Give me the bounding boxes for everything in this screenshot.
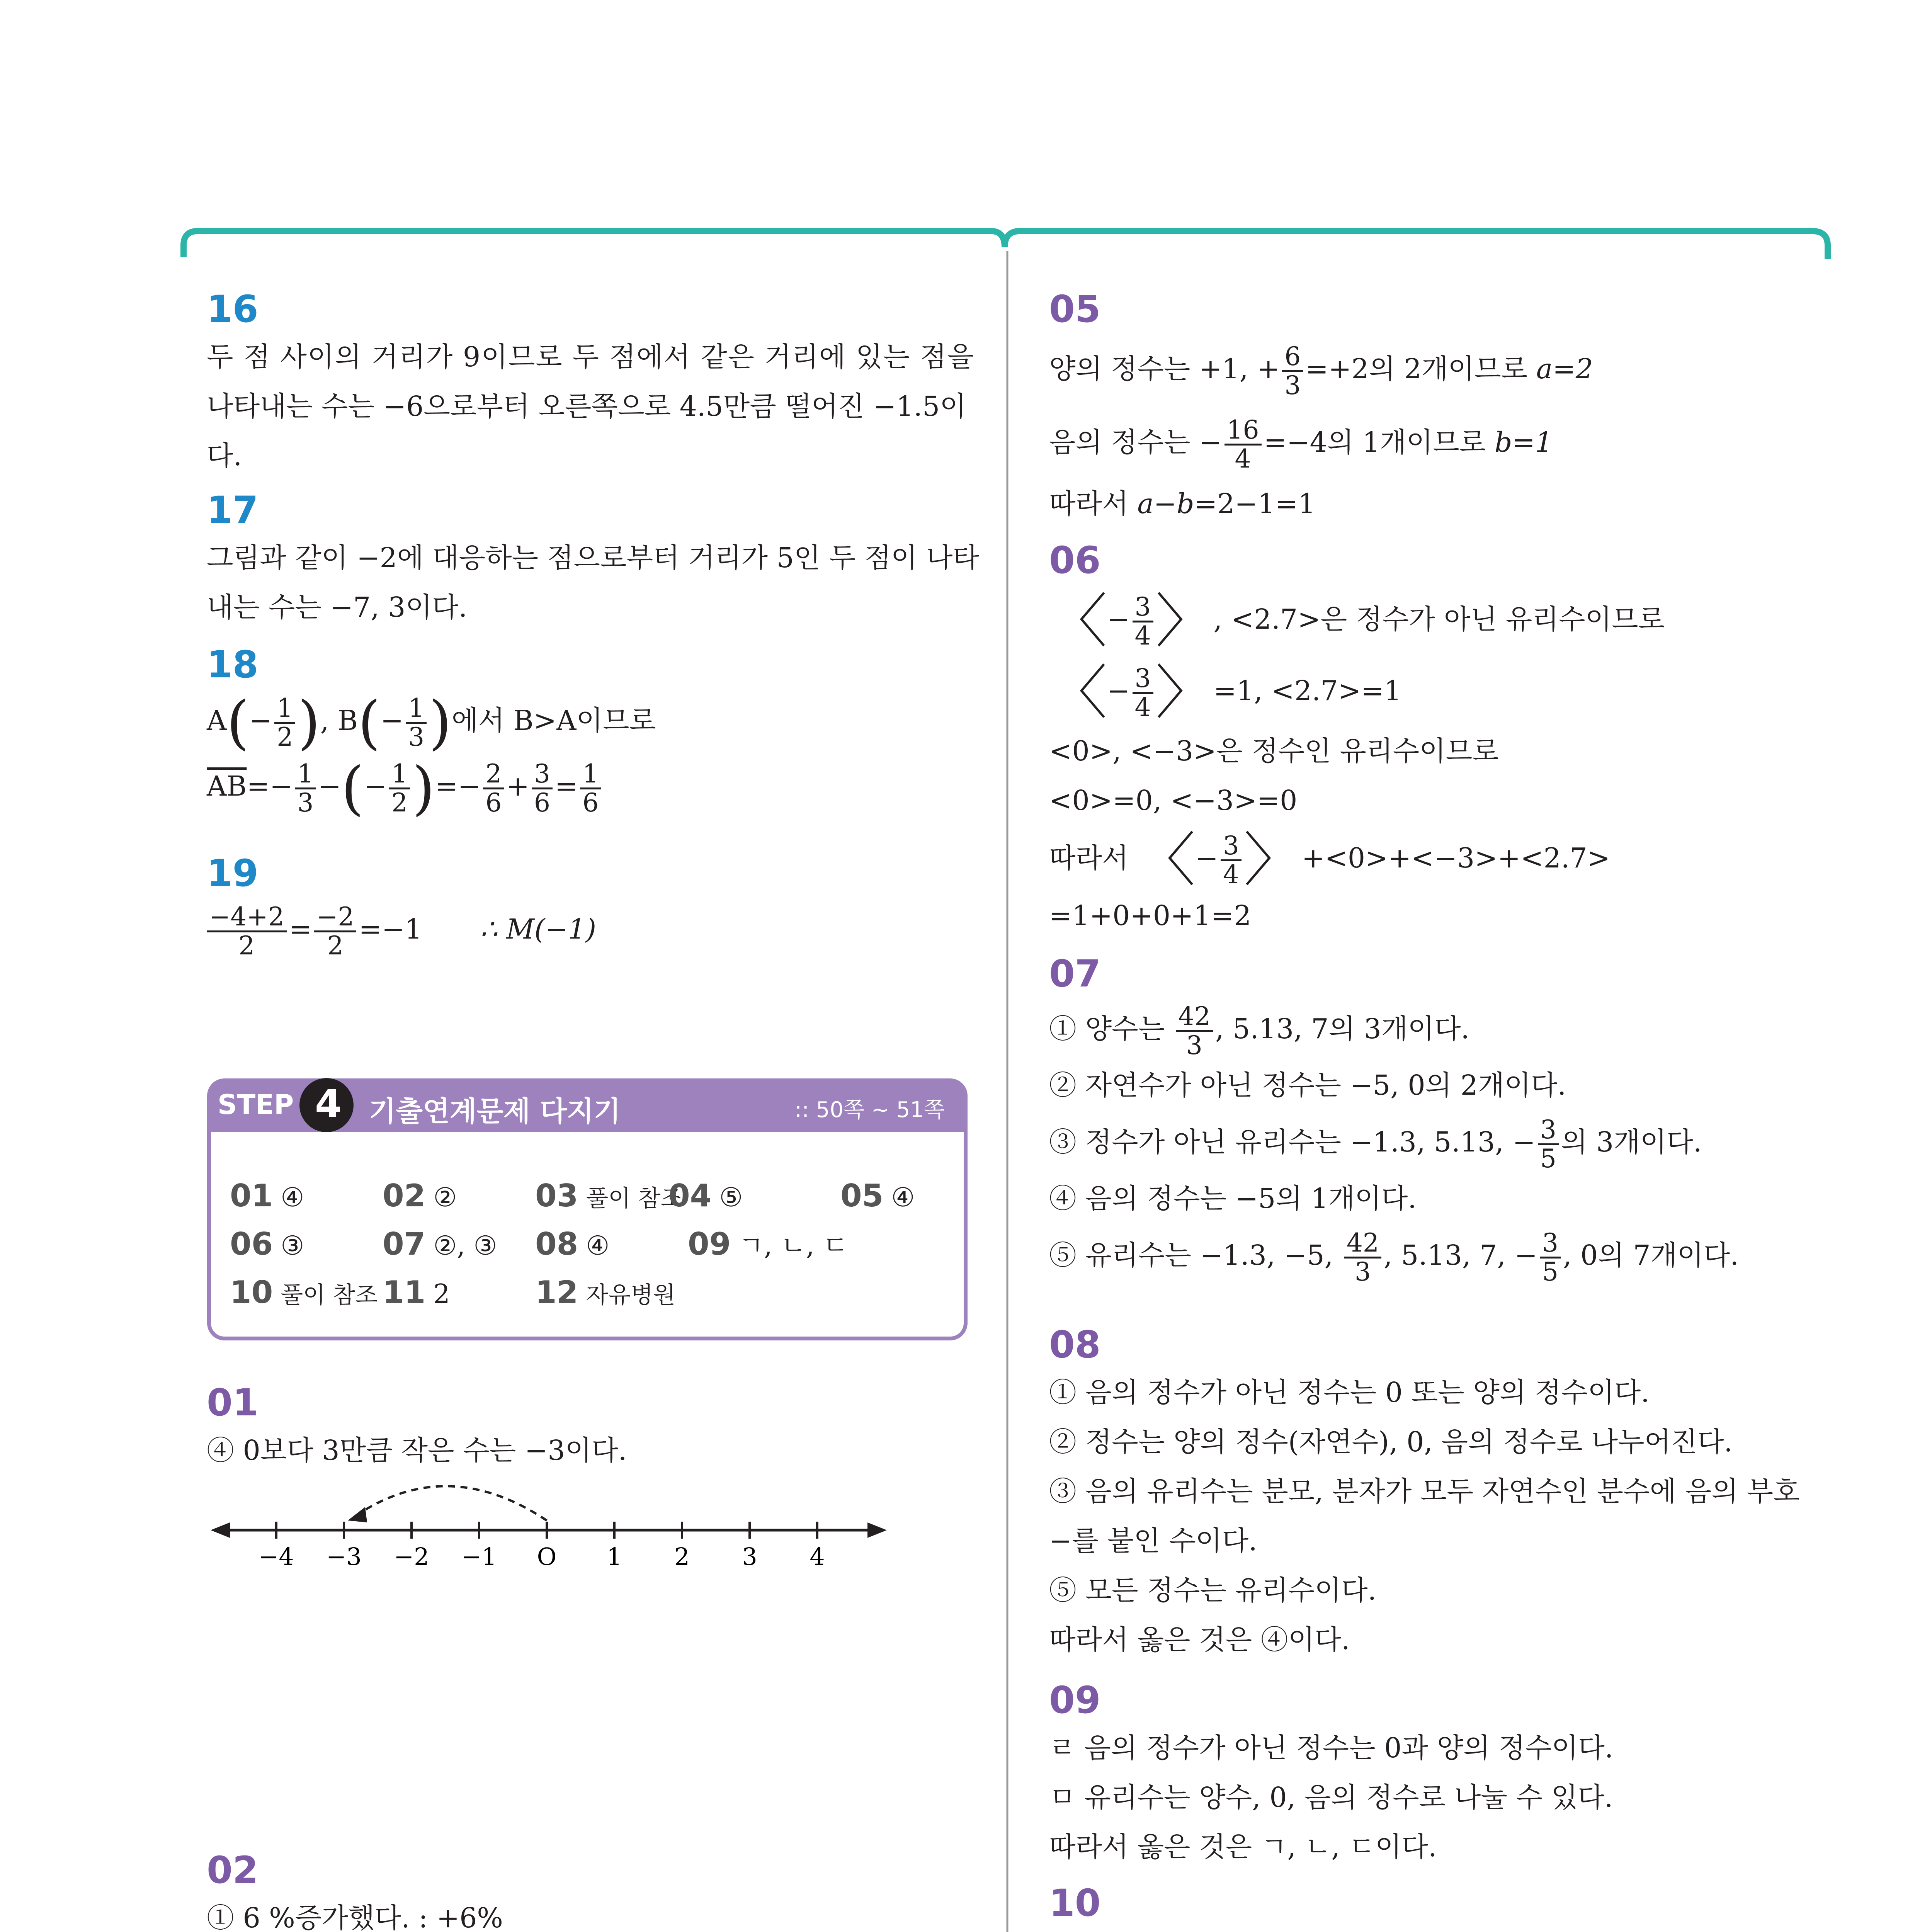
sign: − bbox=[318, 770, 341, 802]
answer-value: ⑤ bbox=[719, 1182, 743, 1213]
numerator: 1 bbox=[274, 695, 295, 724]
answer-number: 05 bbox=[840, 1178, 884, 1214]
sign: = bbox=[289, 913, 312, 945]
solution-16 bbox=[207, 286, 975, 481]
answer-number: 07 bbox=[383, 1226, 426, 1262]
header-bracket-left bbox=[184, 231, 1005, 257]
denominator: 3 bbox=[1186, 1031, 1202, 1060]
step-label: STEP bbox=[218, 1089, 294, 1121]
arrow-right bbox=[867, 1522, 887, 1538]
sign: =− bbox=[435, 770, 481, 802]
problem-number: 07 bbox=[1049, 952, 1101, 995]
answer-value: ㄱ, ㄴ, ㄷ bbox=[738, 1231, 848, 1261]
text-line: ⑤ 모든 정수는 유리수이다. bbox=[1049, 1574, 1377, 1606]
fraction bbox=[406, 695, 427, 751]
text: 따라서 bbox=[1049, 842, 1138, 874]
solution-07 bbox=[1049, 951, 1814, 1287]
tick-label: 1 bbox=[607, 1543, 622, 1569]
math: b=1 bbox=[1494, 426, 1553, 458]
fraction bbox=[1221, 832, 1242, 888]
problem-number: 19 bbox=[207, 852, 259, 895]
text-line: ① 음의 정수가 아닌 정수는 0 또는 양의 정수이다. bbox=[1049, 1376, 1650, 1408]
text: 양의 정수는 +1, + bbox=[1049, 353, 1280, 385]
answer-item bbox=[383, 1225, 497, 1265]
answer-number: 12 bbox=[535, 1274, 578, 1310]
text: 의 3개이다. bbox=[1561, 1126, 1702, 1158]
answer-item bbox=[688, 1225, 848, 1265]
denominator: 4 bbox=[1223, 860, 1239, 889]
math: a−b bbox=[1137, 488, 1194, 520]
text-line: 그림과 같이 −2에 대응하는 점으로부터 거리가 5인 두 점이 나타 bbox=[207, 542, 980, 574]
solution-02 bbox=[207, 1847, 972, 1932]
sign: − bbox=[364, 770, 387, 802]
text-line: 내는 수는 −7, 3이다. bbox=[207, 591, 468, 623]
tick-label: O bbox=[537, 1543, 557, 1569]
numerator: 1 bbox=[295, 760, 316, 789]
text-line: <0>, <−3>은 정수인 유리수이므로 bbox=[1049, 735, 1499, 767]
text-line: ③ 음의 유리수는 분모, 분자가 모두 자연수인 분수에 음의 부호 bbox=[1049, 1475, 1800, 1507]
formula-line bbox=[1049, 997, 1814, 1061]
step-pages: :: 50쪽 ~ 51쪽 bbox=[794, 1097, 945, 1122]
problem-number: 18 bbox=[207, 643, 259, 686]
answer-number: 02 bbox=[383, 1178, 426, 1214]
math: a=2 bbox=[1536, 353, 1593, 385]
sign: + bbox=[506, 770, 529, 802]
fraction bbox=[1344, 1230, 1381, 1286]
text-line: ④ 음의 정수는 −5의 1개이다. bbox=[1049, 1182, 1417, 1214]
numerator: 3 bbox=[1133, 594, 1153, 622]
problem-number: 01 bbox=[207, 1381, 259, 1424]
step-number: 4 bbox=[315, 1081, 342, 1126]
denominator: 5 bbox=[1542, 1257, 1558, 1287]
denominator: 3 bbox=[408, 722, 425, 752]
solution-06 bbox=[1049, 537, 1814, 940]
answer-value: ② bbox=[433, 1182, 457, 1213]
text: ③ 정수가 아닌 유리수는 −1.3, 5.13, − bbox=[1049, 1126, 1536, 1158]
numerator: −2 bbox=[314, 903, 356, 932]
answer-item bbox=[668, 1177, 743, 1217]
problem-number: 05 bbox=[1049, 287, 1101, 331]
denominator: 4 bbox=[1235, 444, 1251, 474]
header-bracket-right bbox=[1005, 231, 1828, 259]
numerator: 3 bbox=[1540, 1230, 1561, 1259]
text: +<0>+<−3>+<2.7> bbox=[1301, 842, 1611, 874]
answer-number: 04 bbox=[668, 1178, 712, 1214]
denominator: 6 bbox=[582, 788, 599, 818]
answer-item bbox=[230, 1225, 304, 1265]
fraction bbox=[207, 903, 287, 959]
text: , <2.7>은 정수가 아닌 유리수이므로 bbox=[1213, 603, 1665, 635]
angle-bracket: 〉 bbox=[1155, 588, 1214, 655]
text-line: ① 6 %증가했다. : +6% bbox=[207, 1902, 503, 1932]
segment-ab: $\overline{AB}$ bbox=[207, 770, 247, 802]
fraction bbox=[314, 903, 356, 959]
formula-line bbox=[1049, 1110, 1814, 1174]
numerator: 3 bbox=[1133, 665, 1153, 694]
problem-number: 09 bbox=[1049, 1679, 1101, 1722]
jump-arc bbox=[352, 1486, 547, 1520]
text: ① 양수는 bbox=[1049, 1013, 1173, 1045]
solution-19 bbox=[207, 850, 972, 962]
answer-item bbox=[230, 1177, 304, 1217]
answer-item bbox=[840, 1177, 915, 1217]
text: , 0의 7개이다. bbox=[1563, 1239, 1739, 1271]
numerator: 1 bbox=[406, 695, 427, 724]
tick-label: −4 bbox=[259, 1543, 294, 1569]
formula-line bbox=[1049, 479, 1814, 529]
denominator: 4 bbox=[1134, 621, 1151, 651]
formula-line bbox=[207, 896, 972, 962]
paren: ) bbox=[412, 755, 435, 822]
numerator: 3 bbox=[1538, 1116, 1559, 1145]
denominator: 4 bbox=[1134, 692, 1151, 722]
text: =+2의 2개이므로 bbox=[1305, 353, 1536, 385]
sign: =− bbox=[247, 770, 293, 802]
answer-number: 06 bbox=[230, 1226, 273, 1262]
text: , 5.13, 7, − bbox=[1383, 1239, 1537, 1271]
step-title: 기출연계문제 다지기 bbox=[369, 1095, 621, 1128]
text-line: ② 자연수가 아닌 정수는 −5, 0의 2개이다. bbox=[1049, 1069, 1566, 1101]
angle-bracket: 〉 bbox=[1155, 659, 1214, 727]
text-line: 나타내는 수는 −6으로부터 오른쪽으로 4.5만큼 떨어진 −1.5이 bbox=[207, 390, 966, 422]
answer-value: ④ bbox=[586, 1231, 610, 1261]
formula-line bbox=[207, 688, 972, 757]
answer-value: 풀이 참조 bbox=[586, 1185, 683, 1212]
answer-value: ④ bbox=[891, 1182, 915, 1213]
numerator: 3 bbox=[1221, 832, 1242, 861]
formula-line bbox=[1049, 1223, 1814, 1287]
fraction bbox=[483, 760, 504, 816]
number-line-01 bbox=[207, 1476, 902, 1569]
fraction bbox=[295, 760, 316, 816]
text-line: =1+0+0+1=2 bbox=[1049, 900, 1252, 932]
fraction bbox=[389, 760, 410, 816]
paren: ( bbox=[358, 689, 381, 757]
sign: − bbox=[1195, 842, 1218, 874]
text: , 5.13, 7의 3개이다. bbox=[1215, 1013, 1470, 1045]
answer-value: ④ bbox=[281, 1182, 304, 1213]
tick-label: −2 bbox=[394, 1543, 429, 1569]
denominator: 2 bbox=[327, 931, 344, 961]
fraction bbox=[1540, 1230, 1561, 1286]
solution-10 bbox=[1049, 1880, 1814, 1932]
result: =−1 bbox=[359, 913, 422, 945]
formula-line bbox=[1049, 655, 1814, 726]
solution-09 bbox=[1049, 1677, 1814, 1872]
fraction bbox=[1225, 417, 1262, 473]
angle-bracket: 〈 bbox=[1137, 827, 1196, 894]
answer-item bbox=[535, 1177, 683, 1218]
fraction bbox=[580, 760, 601, 816]
sign: − bbox=[1107, 603, 1130, 635]
numerator: 6 bbox=[1282, 343, 1303, 372]
text-line: ㄹ 음의 정수가 아닌 정수는 0과 양의 정수이다. bbox=[1049, 1732, 1614, 1764]
fraction bbox=[1176, 1003, 1213, 1059]
numerator: 42 bbox=[1344, 1230, 1381, 1259]
answer-value: 풀이 참조 bbox=[281, 1282, 378, 1309]
paren: ( bbox=[341, 755, 364, 822]
denominator: 2 bbox=[238, 931, 255, 961]
answer-number: 10 bbox=[230, 1274, 273, 1310]
answer-item bbox=[535, 1273, 675, 1315]
answer-value: ③ bbox=[281, 1231, 304, 1261]
denominator: 6 bbox=[534, 788, 550, 818]
answer-item bbox=[383, 1177, 457, 1217]
denominator: 3 bbox=[1354, 1257, 1371, 1287]
answer-item bbox=[383, 1273, 450, 1314]
text: =1, <2.7>=1 bbox=[1213, 675, 1401, 707]
text-line: ㅁ 유리수는 양수, 0, 음의 정수로 나눌 수 있다. bbox=[1049, 1781, 1613, 1813]
problem-number: 08 bbox=[1049, 1323, 1101, 1366]
numerator: −4+2 bbox=[207, 903, 287, 932]
text: 음의 정수는 − bbox=[1049, 426, 1222, 458]
denominator: 5 bbox=[1540, 1144, 1556, 1173]
conclusion: ∴ M(−1) bbox=[480, 913, 597, 945]
answer-number: 03 bbox=[535, 1178, 578, 1214]
step4-answer-box bbox=[207, 1078, 968, 1341]
tick-label: −3 bbox=[326, 1543, 362, 1569]
answer-value: 2 bbox=[433, 1279, 450, 1310]
problem-number: 06 bbox=[1049, 539, 1101, 582]
tick-label: 3 bbox=[742, 1543, 757, 1569]
numerator: 1 bbox=[389, 760, 410, 789]
solution-08 bbox=[1049, 1321, 1814, 1665]
text-line: 따라서 옳은 것은 ④이다. bbox=[1049, 1624, 1350, 1656]
formula-line bbox=[207, 753, 972, 822]
solution-01 bbox=[207, 1379, 972, 1569]
text: 에서 B>A이므로 bbox=[451, 704, 656, 736]
jump-arrowhead bbox=[348, 1507, 367, 1522]
text: =−4의 1개이므로 bbox=[1264, 426, 1495, 458]
numerator: 1 bbox=[580, 760, 601, 789]
problem-number: 10 bbox=[1049, 1881, 1101, 1925]
formula-line bbox=[1049, 332, 1814, 406]
text-line: 따라서 옳은 것은 ㄱ, ㄴ, ㄷ이다. bbox=[1049, 1831, 1437, 1863]
answer-number: 01 bbox=[230, 1178, 273, 1214]
solution-17 bbox=[207, 487, 980, 632]
point-a: A bbox=[207, 704, 227, 736]
fraction bbox=[1133, 594, 1153, 650]
answer-item bbox=[535, 1225, 609, 1265]
answer-item bbox=[230, 1273, 378, 1315]
text: =2−1=1 bbox=[1194, 488, 1316, 520]
text-line: 다. bbox=[207, 440, 242, 472]
fraction bbox=[532, 760, 553, 816]
answer-number: 08 bbox=[535, 1226, 578, 1262]
problem-number: 16 bbox=[207, 287, 259, 331]
tick-label: 2 bbox=[674, 1543, 690, 1569]
text-line: −를 붙인 수이다. bbox=[1049, 1525, 1257, 1557]
denominator: 2 bbox=[277, 722, 293, 752]
formula-line bbox=[1049, 406, 1814, 479]
denominator: 6 bbox=[485, 788, 502, 818]
paren: ) bbox=[429, 689, 452, 757]
answer-value: ②, ③ bbox=[433, 1231, 497, 1261]
paren: ) bbox=[298, 689, 320, 757]
arrow-left bbox=[211, 1522, 230, 1538]
sign: − bbox=[249, 704, 272, 736]
formula-line bbox=[1049, 583, 1814, 655]
text-line: ② 정수는 양의 정수(자연수), 0, 음의 정수로 나누어진다. bbox=[1049, 1426, 1733, 1458]
formula-line bbox=[1049, 825, 1814, 894]
fraction bbox=[1538, 1116, 1559, 1172]
numerator: 2 bbox=[483, 760, 504, 789]
sign: − bbox=[1107, 675, 1130, 707]
text-line: ④ 0보다 3만큼 작은 수는 −3이다. bbox=[207, 1434, 627, 1466]
numerator: 3 bbox=[532, 760, 553, 789]
denominator: 3 bbox=[1284, 371, 1301, 400]
text: 따라서 bbox=[1049, 488, 1138, 520]
fraction bbox=[1133, 665, 1153, 721]
denominator: 2 bbox=[391, 788, 408, 818]
fraction bbox=[1282, 343, 1303, 399]
numerator: 42 bbox=[1176, 1003, 1213, 1032]
sign: = bbox=[554, 770, 578, 802]
angle-bracket: 〈 bbox=[1049, 588, 1107, 655]
sign: − bbox=[380, 704, 404, 736]
problem-number: 17 bbox=[207, 488, 259, 532]
fraction bbox=[274, 695, 295, 751]
angle-bracket: 〈 bbox=[1049, 659, 1107, 727]
text-line: <0>=0, <−3>=0 bbox=[1049, 784, 1298, 816]
problem-number: 02 bbox=[207, 1849, 259, 1892]
tick-label: 4 bbox=[810, 1543, 825, 1569]
solution-05 bbox=[1049, 286, 1814, 529]
text-line bbox=[1049, 1926, 1814, 1932]
denominator: 3 bbox=[297, 788, 314, 818]
numerator: 16 bbox=[1225, 417, 1262, 446]
tick-label: −1 bbox=[461, 1543, 497, 1569]
answer-number: 11 bbox=[383, 1274, 426, 1310]
angle-bracket: 〉 bbox=[1243, 827, 1302, 894]
point-b: , B bbox=[320, 704, 358, 736]
text: ⑤ 유리수는 −1.3, −5, bbox=[1049, 1239, 1342, 1271]
answer-number: 09 bbox=[688, 1226, 731, 1262]
solution-18 bbox=[207, 641, 972, 822]
text-line: 두 점 사이의 거리가 9이므로 두 점에서 같은 거리에 있는 점을 bbox=[207, 341, 975, 373]
answer-value: 자유병원 bbox=[586, 1282, 676, 1309]
paren: ( bbox=[226, 689, 249, 757]
